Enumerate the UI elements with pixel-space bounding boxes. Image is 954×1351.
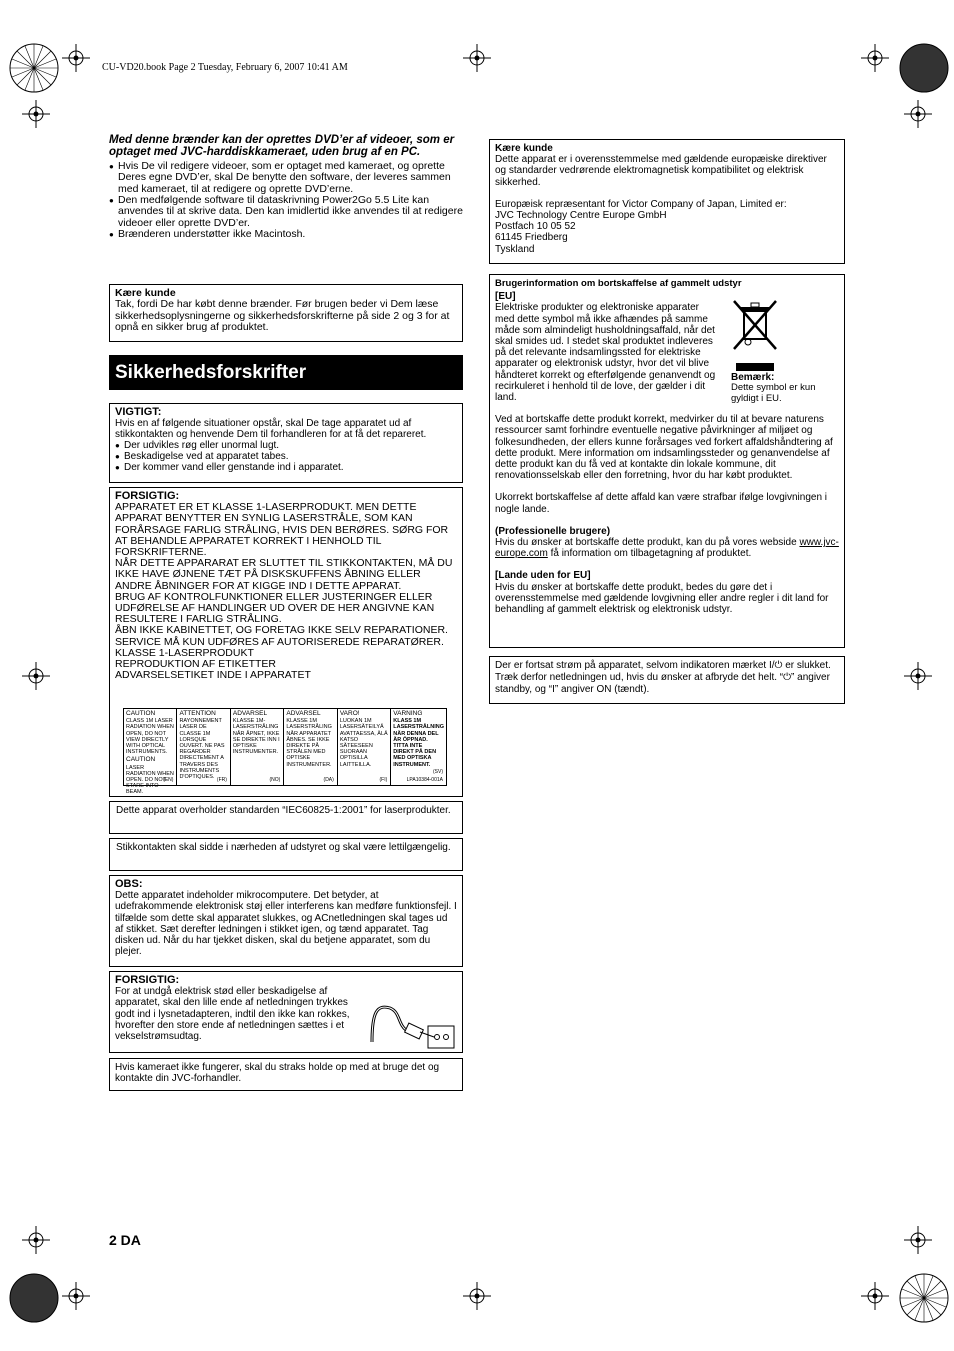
list-item: ● Der kommer vand eller genstande ind i apparatet. xyxy=(115,462,457,473)
section-title: Sikkerhedsforskrifter xyxy=(109,355,463,390)
outlet-box xyxy=(109,838,463,871)
box-text: Dette apparatet indeholder mikrocomputere. Det betyder, at udefrakommende elektronisk støj eller interferens kan medføre funktionsfejl. I tilfælde som dette skal apparatet slukkes, og ACnetledningen skal tages ud af stikket. Sæt derefter ledningen i stikket igen, og tænd apparatet. Tag disken ud. Når du har tjekket disken, skal du betjene apparatet, som du plejer. xyxy=(115,890,457,958)
label-lang-tag: (FI) xyxy=(379,776,388,783)
pro-heading: (Professionelle brugere) xyxy=(495,525,611,537)
pro-text-a: Hvis du ønsker at bortskaffe dette produkt, kan du på vores webside xyxy=(495,537,800,549)
crosshair-icon xyxy=(904,662,932,690)
list-item: ● Den medfølgende software til dataskrivning Power2Go 5.5 Lite kan anvendes til at skrive data. Den kan imidlertid ikke anvendes til at redigere videoer eller oprette DVD’er. xyxy=(109,195,463,229)
box-text: Tak, fordi De har købt denne brænder. Før brugen beder vi Dem læse sikkerhedsoplysningerne og sikkerhedsforskrifterne på side 2 og 3 for at opnå en sikker brug af produktet. xyxy=(115,298,450,334)
label-text: KLASSE 1M-LASERSTRÅLING NÅR ÅPNET, IKKE SE DIREKTE INN I OPTISKE INSTRUMENTER. xyxy=(232,718,280,756)
crosshair-icon xyxy=(22,100,50,128)
intro-title: Med denne brænder kan der oprettes DVD’er af videoer, som er optaget med JVC-harddiskkameraet, uden brug af en PC. xyxy=(109,134,455,159)
box-line: NÅR DETTE APPARARAT ER SLUTTET TIL STIKKONTAKTEN, MÅ DU IKKE HAVE ØJNENE TÆT PÅ DISKSKUFFENS ÅBNING ELLER ANDRE ÅBNINGER FOR AT KIGGE IND I DETTE APPARAT. xyxy=(115,557,453,592)
box-text: For at undgå elektrisk stød eller beskadigelse af apparatet, skal den lille ende af netledningen trykkes godt ind i lysnetadapteren, indtil den ikke kan rokkes, hvorefter den store ende af netledningen sættes i et vekselstrømsudtag. xyxy=(115,986,350,1043)
crosshair-icon xyxy=(62,1282,90,1310)
power-plug-icon xyxy=(362,992,458,1050)
vigtigt-box xyxy=(109,403,463,483)
crosshair-icon xyxy=(62,44,90,72)
label-lang-tag: (EN) xyxy=(163,776,174,783)
registration-mark-icon xyxy=(4,38,64,98)
non-eu-text: Hvis du ønsker at bortskaffe dette produkt, bedes du gøre det i overensstemmelse med gældende lovgivning eller andre regler i dit land for behandling af gammelt elektrisk og elektronisk udstyr. xyxy=(495,581,829,616)
box-title: Kære kunde xyxy=(495,143,553,154)
obs-box xyxy=(109,875,463,967)
list-item: ● Der udvikles røg eller unormal lugt. xyxy=(115,440,457,451)
label-lang-tag: (DA) xyxy=(323,776,334,783)
pro-text xyxy=(495,537,839,559)
label-code: LPA10384-001A xyxy=(406,776,443,783)
registration-mark-icon xyxy=(4,1268,64,1328)
box-title: OBS: xyxy=(115,878,143,890)
box-line: ADVARSELSETIKET INDE I APPARATET xyxy=(115,669,311,682)
label-lang-tag: (SV) xyxy=(432,768,443,775)
forsigtig-power-box xyxy=(109,971,463,1053)
label-heading: CAUTION xyxy=(126,756,156,764)
crossed-bin-icon xyxy=(730,299,780,355)
box-line: REPRODUKTION AF ETIKETTER xyxy=(115,658,277,671)
registration-mark-icon xyxy=(894,1268,954,1328)
label-column xyxy=(177,709,230,785)
crosshair-icon xyxy=(861,1282,889,1310)
crosshair-icon xyxy=(904,100,932,128)
box-title: VIGTIGT: xyxy=(115,406,162,418)
label-text: RAYONNEMENT LASER DE CLASSE 1M LORSQUE OUVERT. NE PAS REGARDER DIRECTEMENT A TRAVERS DES INSTRUMENTS D'OPTIQUES. xyxy=(179,718,225,781)
file-header: CU-VD20.book Page 2 Tuesday, February 6, 2007 10:41 AM xyxy=(102,62,348,73)
eu-text: Elektriske produkter og elektroniske apparater med dette symbol må ikke afhændes på samme måde som almindeligt husholdningsaffald, når det skal smides ud. I stedet skal produktet indleveres på det relevante indsamlingssted for elektriske apparater og elektronisk udstyr, hvor det vil blive håndteret korrekt og efterfølgende genanvendt og recirkuleret i henhold til de love, der gælder i dit land. xyxy=(495,302,716,404)
rep-line: Europæisk repræsentant for Victor Company of Japan, Limited er: xyxy=(495,198,787,210)
box-title: Kære kunde xyxy=(115,287,176,299)
vigtigt-list xyxy=(115,440,457,473)
label-column xyxy=(338,709,391,785)
label-heading: VARNING xyxy=(393,710,423,717)
non-eu-heading: [Lande uden for EU] xyxy=(495,570,591,582)
label-text: CLASS 1M LASER RADIATION WHEN OPEN, DO NOT VIEW DIRECTLY WITH OPTICAL INSTRUMENTS. xyxy=(126,718,174,756)
box-line: KLASSE 1-LASERPRODUKT xyxy=(115,646,254,659)
label-text: KLASS 1M LASERSTRÅLNING NÄR DENNA DEL ÄR ÖPPNAD. TITTA INTE DIREKT PÅ DEN MED OPTISKA INSTRUMENT. xyxy=(393,718,444,768)
crosshair-icon xyxy=(22,662,50,690)
crosshair-icon xyxy=(463,44,491,72)
box-text: Dette apparat er i overensstemmelse med gældende europæiske direktiver og standarder vedrørende elektromagnetisk kompatibilitet og elektrisk sikkerhed. xyxy=(495,154,827,188)
box-title: FORSIGTIG: xyxy=(115,490,180,502)
dear-customer-eu-box xyxy=(489,139,845,264)
label-heading: ADVARSEL xyxy=(232,710,268,717)
crosshair-icon xyxy=(861,44,889,72)
label-heading: CAUTION xyxy=(126,710,156,717)
label-column xyxy=(391,709,446,785)
rep-line: Postfach 10 05 52 xyxy=(495,221,576,233)
black-bar-icon xyxy=(736,363,774,371)
crosshair-icon xyxy=(904,1226,932,1254)
box-title: Brugerinformation om bortskaffelse af gammelt udstyr xyxy=(495,278,742,289)
page-number: 2 DA xyxy=(109,1232,141,1248)
rep-line: 61145 Friedberg xyxy=(495,232,568,244)
note-text: Dette symbol er kun gyldigt i EU. xyxy=(731,382,816,404)
label-column xyxy=(124,709,177,796)
crosshair-icon xyxy=(463,1282,491,1310)
warning-label-reproduction xyxy=(123,708,447,796)
disposal-paragraph: Ved at bortskaffe dette produkt korrekt, medvirker du til at bevare naturens ressourcer samt forhindre eventuelle negative påvirkninger af miljøet og folkesundheden, der ellers kunne forårsages ved forkert affaldshåndtering af dette produkt. Mere information om indsamlingssteder og genanvendelse af dette produkt kan du få ved at kontakte din lokale kommune, dit renovationsselskab eller den forretning, hvor du har købt produktet. xyxy=(495,414,833,482)
jvc-europe-link[interactable]: www.jvc-europe.com xyxy=(495,537,839,560)
label-text: KLASSE 1M LASERSTRÅLING NÅR APPARATET ÅBNES. SE IKKE DIREKTE PÅ STRÅLEN MED OPTISKE INSTRUMENTER. xyxy=(286,718,332,768)
note xyxy=(731,372,841,404)
box-text: Hvis en af følgende situationer opstår, skal De tage apparatet ud af stikkontakten og henvende Dem til forhandleren for at få det repareret. xyxy=(115,418,427,440)
label-heading: ADVARSEL xyxy=(286,710,321,717)
label-column xyxy=(231,709,284,785)
box-line: BRUG AF KONTROLFUNKTIONER ELLER JUSTERINGER ELLER UDFØRELSE AF HANDLINGER UD OVER DE HER ANGIVNE KAN RESULTERE I FARLIG STRÅLING. xyxy=(115,590,435,626)
label-text: LASER RADIATION WHEN OPEN. DO NOT STARE INTO BEAM. xyxy=(126,764,174,796)
box-line: ÅBN IKKE KABINETTET, OG FORETAG IKKE SELV REPARATIONER. SERVICE MÅ KUN UDFØRES AF AUTORISEREDE REPARATØRER. xyxy=(115,624,448,648)
iec-box xyxy=(109,801,463,834)
crosshair-icon xyxy=(22,1226,50,1254)
dear-customer-box xyxy=(109,284,463,342)
label-lang-tag: (NO) xyxy=(269,776,281,783)
registration-mark-icon xyxy=(894,38,954,98)
box-text: Stikkontakten skal sidde i nærheden af udstyret og skal være lettilgængelig. xyxy=(116,842,451,853)
pro-text-b: få information om tilbagetagning af produktet. xyxy=(547,548,752,560)
label-lang-tag: (FR) xyxy=(216,776,227,783)
list-item: ● Hvis De vil redigere videoer, som er optaget med kameraet, og oprette Deres egne DVD’er, skal De benytte den software, der leveres sammen med kameraet, til at redigere og oprette DVD’erne. xyxy=(109,161,463,195)
disposal-box xyxy=(489,274,845,648)
label-heading: VARO! xyxy=(339,710,360,717)
label-column xyxy=(284,709,337,785)
label-heading: ATTENTION xyxy=(179,710,216,717)
eu-heading: [EU] xyxy=(495,291,516,303)
malfunction-box xyxy=(109,1058,463,1091)
rep-line: Tyskland xyxy=(495,243,535,255)
box-text: Dette apparat overholder standarden “IEC60825-1:2001” for laserprodukter. xyxy=(116,805,451,816)
disposal-paragraph: Ukorrekt bortskaffelse af dette affald kan være strafbar ifølge lovgivningen i nogle lande. xyxy=(495,492,828,515)
intro-section xyxy=(109,134,463,241)
box-text: Hvis kameraet ikke fungerer, skal du straks holde op med at bruge det og kontakte din JVC-forhandler. xyxy=(115,1062,440,1085)
power-indicator-box xyxy=(489,656,845,704)
rep-line: JVC Technology Centre Europe GmbH xyxy=(495,210,667,222)
label-text: LUOKAN 1M LASERSÄTEILYÄ AVATTAESSA, ÄLÄ KATSO SÄTEESEEN SUORAAN OPTISILLA LAITTEILLA. xyxy=(339,718,388,768)
box-text: Der er fortsat strøm på apparatet, selvom indikatoren mærket I/⏻ er slukket. Træk derfor netledningen ud, hvis du ønsker at afbryde det helt. “⏻” angiver standby, og “I” angiver ON (tændt). xyxy=(495,660,831,695)
intro-list xyxy=(109,161,463,241)
box-line: APPARATET ER ET KLASSE 1-LASERPRODUKT. MEN DETTE APPARAT BENYTTER EN SYNLIG LASERSTRÅLE, SOM KAN FORÅRSAGE FARLIG STRÅLING, HVIS DEN BERØRES. SØRG FOR AT BEHANDLE APPARATET KORREKT I HENHOLD TIL FORSKRIFTERNE. xyxy=(115,501,449,559)
list-item: ● Brænderen understøtter ikke Macintosh. xyxy=(109,229,463,240)
box-title: FORSIGTIG: xyxy=(115,974,180,986)
list-item: ● Beskadigelse ved at apparatet tabes. xyxy=(115,451,457,462)
note-heading: Bemærk: xyxy=(731,372,775,383)
